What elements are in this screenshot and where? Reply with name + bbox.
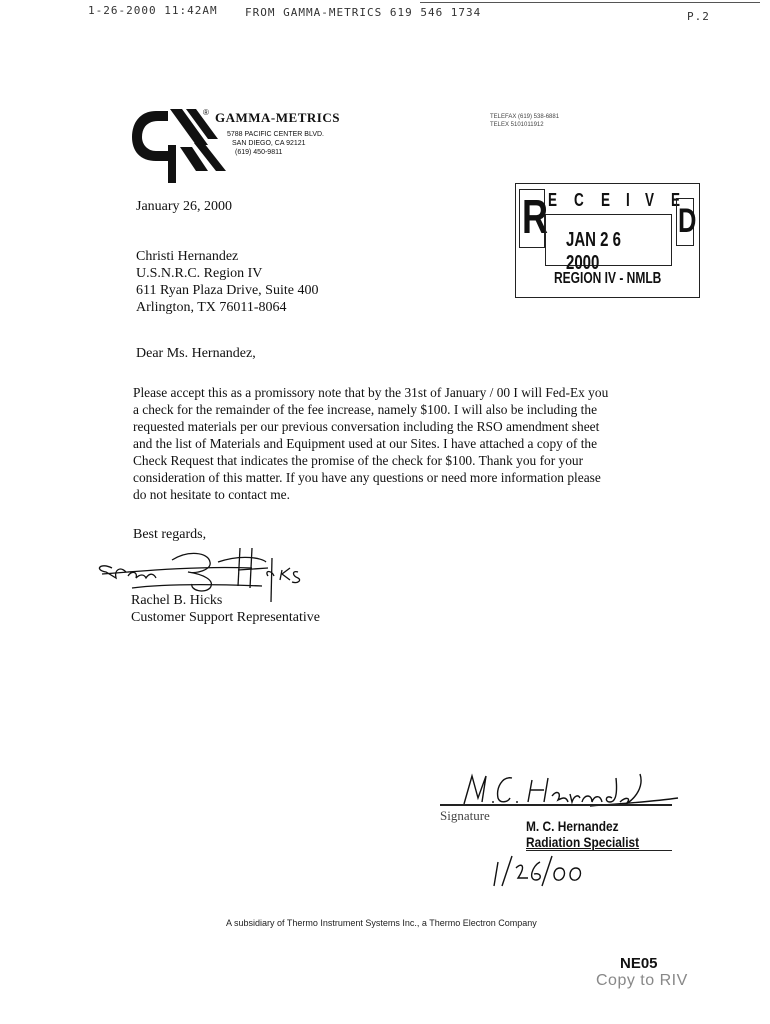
stamp-date-box [545,214,672,274]
recipient-line: U.S.N.R.C. Region IV [136,266,263,281]
letter-body [133,384,653,503]
letter-date: January 26, 2000 [136,199,233,214]
telex: TELEX 5101011912 [490,122,544,128]
sender-name: Rachel B. Hicks [131,593,223,608]
fax-header-rule [420,2,760,3]
address-line-3: (619) 450-9811 [235,149,283,156]
company-name: GAMMA-METRICS [215,110,340,125]
stamp-letter: E [600,190,610,210]
body-line: Please accept this as a promissory note that by the 31st of January / 00 I will Fed-Ex you [133,385,609,400]
recipient-address [136,248,318,316]
registered-mark: ® [203,108,209,117]
sender-block [131,592,320,626]
telefax-block [490,113,559,129]
body-line: do not hesitate to contact me. [133,487,290,502]
recipient-line: Arlington, TX 76011-8064 [136,300,287,315]
stamp-letter: E [548,190,558,210]
body-line: consideration of this matter. If you have any questions or need more information please [133,470,601,485]
body-line: Check Request that indicates the promise of the check for $100. Thank you for your [133,453,584,468]
fax-from: FROM GAMMA-METRICS 619 546 1734 [245,6,482,19]
stamp-region: REGION IV - NMLB [554,270,662,287]
recipient-line: 611 Ryan Plaza Drive, Suite 400 [136,283,319,298]
signature-rule [440,804,672,806]
company-address [227,130,324,157]
stamp-letter-d: D [678,202,697,240]
stamp-letter-d-box [676,198,697,246]
address-line-1: 5788 PACIFIC CENTER BLVD. [227,131,324,138]
reviewer-name: M. C. Hernandez [526,818,619,834]
signature-label: Signature [440,808,490,823]
received-stamp [515,183,700,298]
reviewer-date-handwritten [490,852,590,888]
stamp-received-letters [548,190,683,211]
copy-note: Copy to RIV [596,972,688,989]
gamma-metrics-logo [128,105,228,187]
salutation: Dear Ms. Hernandez, [136,346,256,361]
stamp-letter-r-box [519,189,549,248]
fax-page: P.2 [687,10,710,23]
document-code: NE05 [620,955,658,972]
body-line: and the list of Materials and Equipment used at our Sites. I have attached a copy of the [133,436,598,451]
stamp-letter: I [626,190,631,210]
stamp-letter: C [573,190,584,210]
subsidiary-line: A subsidiary of Thermo Instrument Systems Inc., a Thermo Electron Company [226,918,537,928]
recipient-line: Christi Hernandez [136,249,239,264]
body-line: requested materials per our previous conversation including the RSO amendment sheet [133,419,600,434]
title-rule [526,850,672,851]
stamp-letter-r: R [522,191,549,244]
address-line-2: SAN DIEGO, CA 92121 [232,140,306,147]
stamp-letter: E [670,190,680,210]
sender-title: Customer Support Representative [131,610,320,625]
stamp-letter: V [645,190,655,210]
closing: Best regards, [133,527,207,542]
reviewer-title: Radiation Specialist [526,834,640,850]
body-line: a check for the remainder of the fee increase, namely $100. I will also be including the [133,402,598,417]
stamp-date: JAN 2 6 2000 [566,229,622,274]
fax-datetime: 1-26-2000 11:42AM [88,4,218,17]
telefax: TELEFAX (619) 538-6881 [490,114,560,120]
